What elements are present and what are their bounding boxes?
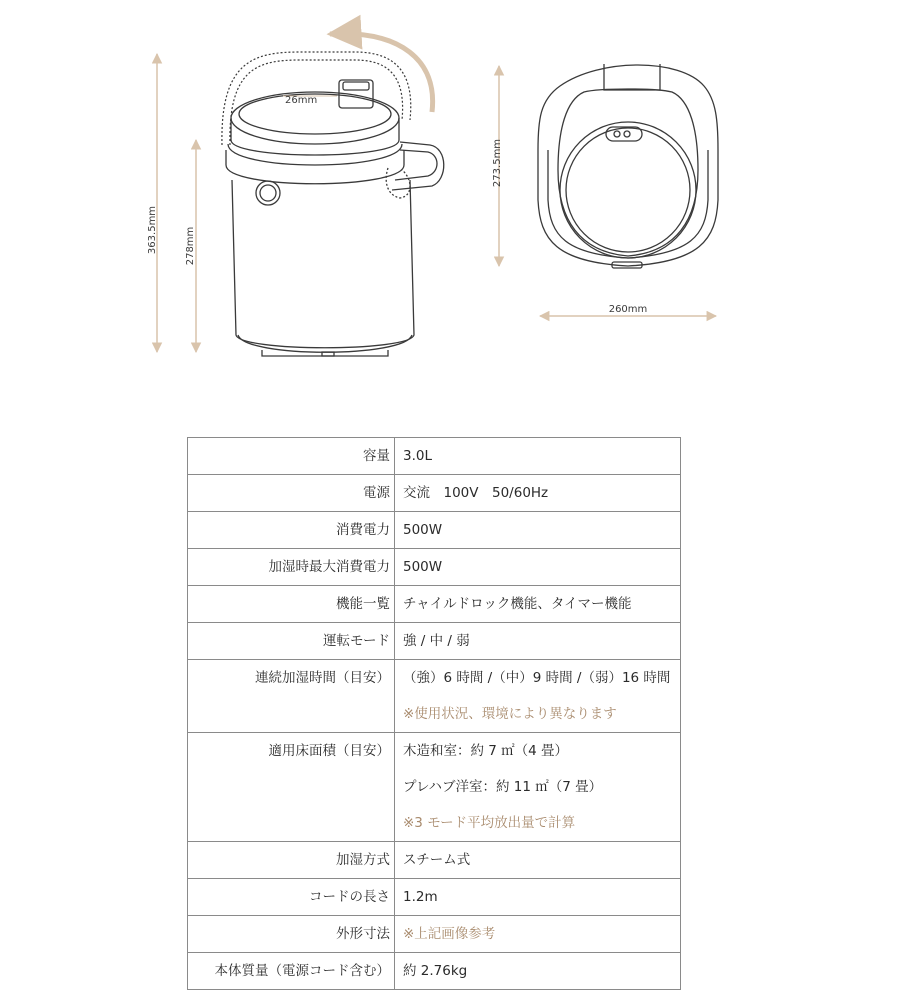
- spec-label-cell: [188, 842, 395, 879]
- spec-label-cell: [188, 586, 395, 623]
- spec-row: [188, 842, 681, 879]
- spec-row: [188, 512, 681, 549]
- spec-row: [188, 953, 681, 990]
- spec-value-cell: [395, 475, 681, 512]
- spec-label-cell: [188, 512, 395, 549]
- spec-label: 運転モード: [323, 633, 390, 649]
- spec-label: 容量: [363, 448, 390, 464]
- spec-value-cell: [395, 842, 681, 879]
- spec-value: 交流 100V 50/60Hz: [403, 485, 549, 501]
- spec-row: [188, 660, 681, 733]
- spec-value: 3.0L: [403, 448, 432, 464]
- spec-label: 外形寸法: [336, 926, 390, 942]
- spec-value: 強 / 中 / 弱: [403, 633, 470, 649]
- spec-label-cell: [188, 475, 395, 512]
- spec-value: プレハブ洋室：約 11 ㎡（7 畳）: [403, 779, 603, 795]
- handle-rotation-arrow: [330, 34, 433, 112]
- spec-value: チャイルドロック機能、タイマー機能: [403, 596, 632, 612]
- spec-note: ※使用状況、環境により異なります: [403, 706, 617, 722]
- spec-row: [188, 879, 681, 916]
- spec-label: 連続加湿時間（目安）: [255, 670, 390, 686]
- spec-row: [188, 916, 681, 953]
- spec-label-cell: [188, 733, 395, 842]
- spec-row: [188, 586, 681, 623]
- spec-value-cell: [395, 438, 681, 475]
- spec-label-cell: [188, 660, 395, 733]
- spec-row: [188, 438, 681, 475]
- spec-row: [188, 475, 681, 512]
- top-dimension-lines: [499, 66, 716, 316]
- spec-label: 電源: [363, 485, 390, 501]
- spec-value-cell: [395, 586, 681, 623]
- spec-note: ※上記画像参考: [403, 926, 496, 942]
- spec-label: 機能一覧: [336, 596, 390, 612]
- spec-row: [188, 623, 681, 660]
- dimension-diagram: [0, 0, 897, 420]
- spec-label-cell: [188, 438, 395, 475]
- spec-value: 木造和室：約 7 ㎡（4 畳）: [403, 743, 569, 759]
- spec-label-cell: [188, 879, 395, 916]
- top-width-label: 260mm: [608, 304, 648, 315]
- spec-label: 加湿方式: [336, 852, 390, 868]
- spec-note: ※3 モード平均放出量で計算: [403, 815, 576, 831]
- spec-value-cell: [395, 879, 681, 916]
- spec-value: スチーム式: [403, 852, 471, 868]
- spec-value-cell: [395, 733, 681, 842]
- spec-value-cell: [395, 512, 681, 549]
- spec-value: 1.2m: [403, 889, 438, 905]
- top-depth-label: 273.5mm: [492, 138, 503, 188]
- spec-value-cell: [395, 549, 681, 586]
- top-view: [538, 64, 718, 268]
- side-body-height-label: 278mm: [185, 226, 196, 266]
- spec-label-cell: [188, 623, 395, 660]
- spec-label: 消費電力: [336, 522, 390, 538]
- spec-table: [187, 437, 681, 990]
- lid-handle-width-label: 26mm: [285, 95, 318, 106]
- side-view: [222, 34, 444, 356]
- spec-table-body: [188, 438, 681, 990]
- spec-label-cell: [188, 916, 395, 953]
- spec-label-cell: [188, 953, 395, 990]
- side-total-height-label: 363.5mm: [147, 205, 158, 255]
- spec-value-cell: [395, 623, 681, 660]
- spec-label-cell: [188, 549, 395, 586]
- spec-value: 約 2.76kg: [403, 963, 468, 979]
- spec-value: 500W: [403, 522, 443, 538]
- spec-value: 500W: [403, 559, 443, 575]
- spec-row: [188, 549, 681, 586]
- spec-value: （強）6 時間 /（中）9 時間 /（弱）16 時間: [403, 670, 671, 686]
- spec-value-cell: [395, 660, 681, 733]
- spec-value-cell: [395, 953, 681, 990]
- spec-value-cell: [395, 916, 681, 953]
- spec-label: 本体質量（電源コード含む）: [214, 963, 390, 979]
- spec-label: コードの長さ: [309, 889, 390, 905]
- spec-label: 加湿時最大消費電力: [268, 559, 390, 575]
- spec-row: [188, 733, 681, 842]
- spec-label: 適用床面積（目安）: [268, 743, 390, 759]
